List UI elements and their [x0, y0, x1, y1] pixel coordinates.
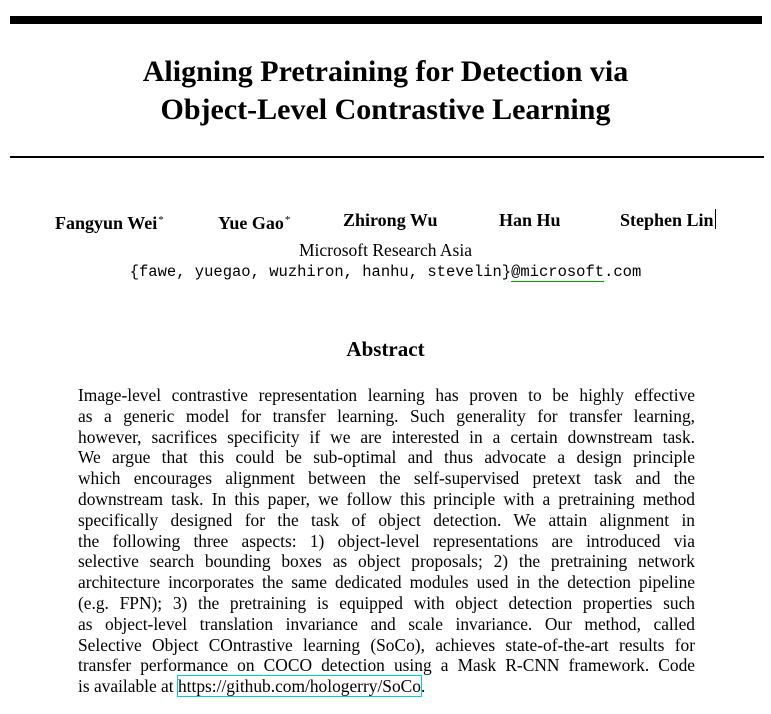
abstract-last-line: is available at https://github.com/hologerry/SoCo.	[78, 676, 426, 697]
author-yue-gao: Yue Gao*	[218, 213, 291, 233]
title-bottom-rule	[10, 156, 764, 158]
title-line-2: Object-Level Contrastive Learning	[160, 93, 611, 126]
abstract-line: Selective Object COntrastive learning (SoCo), achieves state-of-the-art results for	[78, 634, 695, 655]
abstract-line: transfer performance on COCO detection using a Mask R-CNN framework. Code	[78, 655, 695, 676]
abstract-line: We argue that this could be sub-optimal and thus advocate a design principle	[78, 447, 695, 468]
text-cursor	[715, 209, 716, 229]
abstract-line: architecture incorporates the same dedicated modules used in the detection pipeline	[78, 572, 695, 593]
abstract-line: however, sacrifices specificity if we are interested in a certain downstream task.	[78, 426, 695, 447]
equal-contribution-mark: *	[284, 214, 291, 226]
author-zhirong-wu: Zhirong Wu	[343, 210, 438, 230]
abstract-line: as a generic model for transfer learning. Such generality for transfer learning,	[78, 405, 695, 426]
author-emails: {fawe, yuegao, wuzhiron, hanhu, stevelin}@microsoft.com	[129, 263, 642, 281]
author-han-hu: Han Hu	[499, 210, 561, 230]
equal-contribution-mark: *	[158, 214, 164, 226]
abstract-line: specifically designed for the task of object detection. We attain alignment in	[78, 509, 695, 530]
top-rule	[10, 16, 762, 24]
abstract-heading: Abstract	[346, 337, 425, 361]
author-stephen-lin: Stephen Lin	[620, 210, 714, 230]
abstract-line: as object-level translation invariance and scale invariance. Our method, called	[78, 613, 695, 634]
abstract-body	[78, 385, 695, 697]
abstract-line: which encourages alignment between the self-supervised pretext task and the	[78, 468, 695, 489]
abstract-line: selective search bounding boxes as object proposals; 2) the pretraining network	[78, 551, 695, 572]
title-line-1: Aligning Pretraining for Detection via	[142, 55, 629, 88]
email-domain-link[interactable]: @microsoft	[511, 263, 605, 281]
affiliation: Microsoft Research Asia	[298, 240, 472, 260]
abstract-line: the following three aspects: 1) object-level representations are introduced via	[78, 530, 695, 551]
code-repository-link[interactable]: https://github.com/hologerry/SoCo	[177, 676, 421, 697]
author-fangyun-wei: Fangyun Wei*	[55, 213, 164, 233]
abstract-line: Image-level contrastive representation learning has proven to be highly effective	[78, 385, 695, 405]
abstract-line: downstream task. In this paper, we follow this principle with a pretraining method	[78, 488, 695, 509]
abstract-line: (e.g. FPN); 3) the pretraining is equipped with object detection properties such	[78, 592, 695, 613]
paper-title	[0, 53, 771, 129]
